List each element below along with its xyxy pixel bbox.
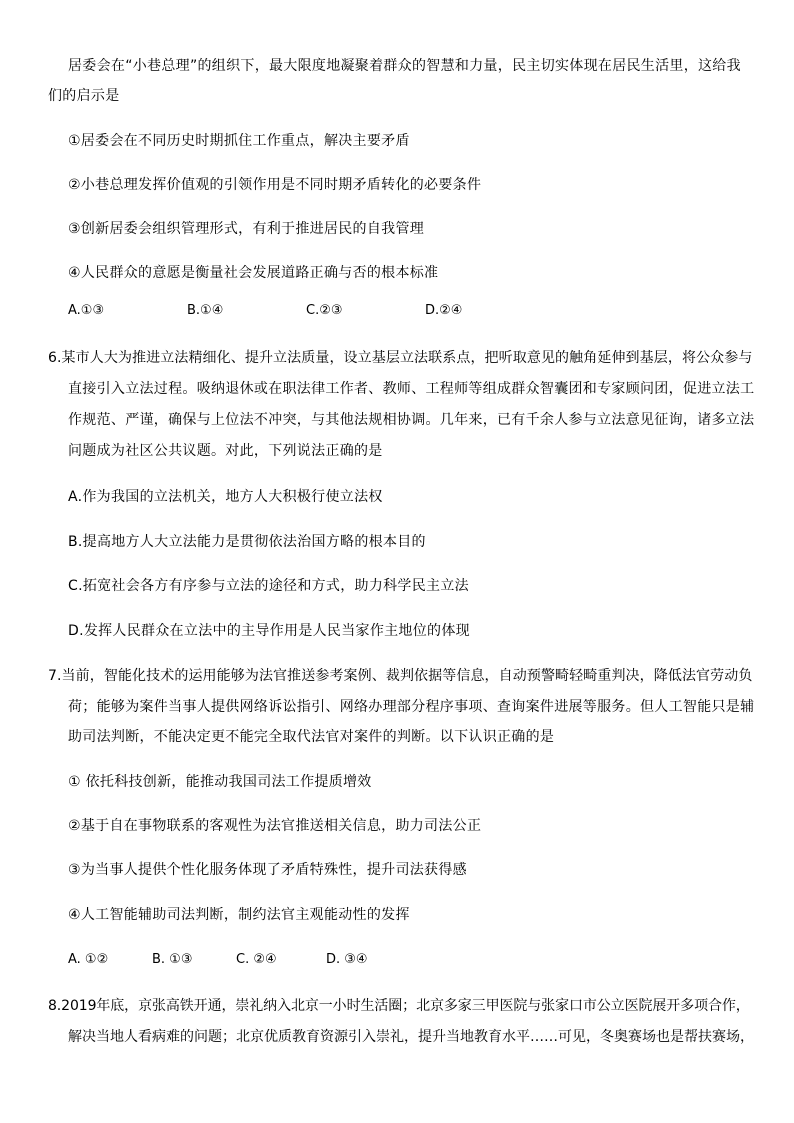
q5-option-d: D.②④ [425, 303, 463, 318]
q7-stem-line-2: 荷；能够为案件当事人提供网络诉讼指引、网络办理部分程序事项、查询案件进展等服务。但人工智能只是辅 [68, 699, 755, 715]
q7-stem-line-3: 助司法判断，不能决定更不能完全取代法官对案件的判断。以下认识正确的是 [68, 729, 555, 745]
q6-stem-line-2: 直接引入立法过程。吸纳退休或在职法律工作者、教师、工程师等组成群众智囊团和专家顾问团，促进立法工 [68, 381, 755, 397]
q5-option-b: B.①④ [187, 303, 224, 318]
q7-option-b: B. ①③ [152, 952, 193, 967]
q6-option-d: D.发挥人民群众在立法中的主导作用是人民当家作主地位的体现 [68, 623, 470, 639]
q6-option-c: C.拓宽社会各方有序参与立法的途径和方式，助力科学民主立法 [68, 578, 469, 594]
q6-stem-line-3: 作规范、严谨，确保与上位法不冲突，与其他法规相协调。几年来，已有千余人参与立法意见征询，诸多立法 [68, 412, 755, 428]
q6-stem-line-1: 6.某市人大为推进立法精细化、提升立法质量，设立基层立法联系点，把听取意见的触角延伸到基层，将公众参与 [48, 350, 753, 366]
q7-statement-1: ① 依托科技创新，能推动我国司法工作提质增效 [68, 774, 372, 790]
q7-statement-2: ②基于自在事物联系的客观性为法官推送相关信息，助力司法公正 [68, 818, 482, 834]
q5-statement-1: ①居委会在不同历史时期抓住工作重点，解决主要矛盾 [68, 133, 410, 149]
q7-statement-3: ③为当事人提供个性化服务体现了矛盾特殊性，提升司法获得感 [68, 862, 467, 878]
q7-option-a: A. ①② [68, 952, 109, 967]
q6-option-b: B.提高地方人大立法能力是贯彻依法治国方略的根本目的 [68, 534, 426, 550]
q7-option-d: D. ③④ [326, 952, 368, 967]
q5-statement-2: ②小巷总理发挥价值观的引领作用是不同时期矛盾转化的必要条件 [68, 177, 482, 193]
q6-stem-line-4: 问题成为社区公共议题。对此，下列说法正确的是 [68, 443, 383, 459]
q7-statement-4: ④人工智能辅助司法判断，制约法官主观能动性的发挥 [68, 907, 410, 923]
q5-statement-4: ④人民群众的意愿是衡量社会发展道路正确与否的根本标准 [68, 265, 439, 281]
q7-option-c: C. ②④ [236, 952, 277, 967]
q8-stem-line-2: 解决当地人看病难的问题；北京优质教育资源引入崇礼，提升当地教育水平……可见，冬奥赛场也是帮扶赛场， [68, 1029, 754, 1045]
q5-stem-line-1: 居委会在“小巷总理”的组织下，最大限度地凝聚着群众的智慧和力量，民主切实体现在居民生活里，这给我 [68, 58, 741, 74]
q7-stem-line-1: 7.当前，智能化技术的运用能够为法官推送参考案例、裁判依据等信息，自动预警畸轻畸重判决，降低法官劳动负 [48, 668, 753, 684]
q6-option-a: A.作为我国的立法机关，地方人大积极行使立法权 [68, 489, 383, 505]
q8-stem-line-1: 8.2019年底，京张高铁开通，崇礼纳入北京一小时生活圈；北京多家三甲医院与张家口市公立医院展开多项合作， [48, 998, 750, 1014]
q5-option-a: A.①③ [68, 303, 105, 318]
q5-option-c: C.②③ [306, 303, 343, 318]
q5-stem-line-2: 们的启示是 [48, 88, 120, 104]
q5-statement-3: ③创新居委会组织管理形式，有利于推进居民的自我管理 [68, 221, 425, 237]
